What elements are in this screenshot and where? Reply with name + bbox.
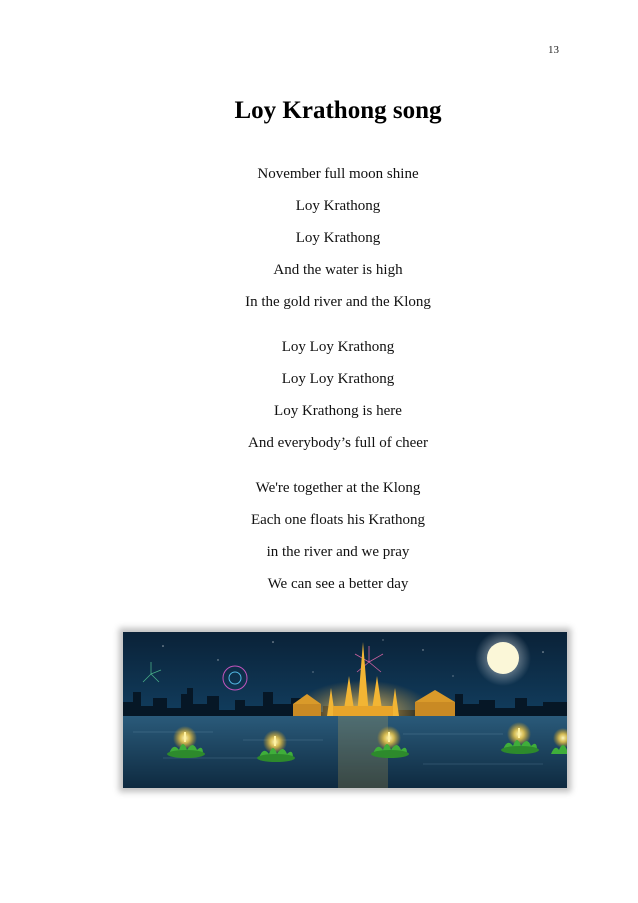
lyric-line: Loy Loy Krathong <box>281 339 395 355</box>
lyric-line: Loy Krathong is here <box>274 403 402 419</box>
lyric-line: And everybody’s full of cheer <box>248 435 428 451</box>
lyric-line: in the river and we pray <box>266 544 410 560</box>
lyric-line: Loy Loy Krathong <box>281 371 395 387</box>
loy-krathong-illustration <box>123 632 567 788</box>
lyric-line: Each one floats his Krathong <box>250 512 426 528</box>
lyric-line: In the gold river and the Klong <box>245 294 431 310</box>
lyric-line: Loy Krathong <box>295 230 381 246</box>
lyric-line: Loy Krathong <box>295 198 381 214</box>
lyrics <box>0 158 638 600</box>
stanza-2 <box>0 331 638 459</box>
night-river-scene <box>123 632 567 788</box>
song-title: Loy Krathong song <box>234 97 442 124</box>
lyric-line: We can see a better day <box>267 576 409 592</box>
stanza-1 <box>0 158 638 318</box>
lyric-line: November full moon shine <box>257 166 419 182</box>
moon <box>487 642 519 674</box>
stanza-3 <box>0 472 638 600</box>
page-number: 13 <box>548 44 559 56</box>
lyric-line: We're together at the Klong <box>255 480 421 496</box>
lyric-line: And the water is high <box>273 262 403 278</box>
